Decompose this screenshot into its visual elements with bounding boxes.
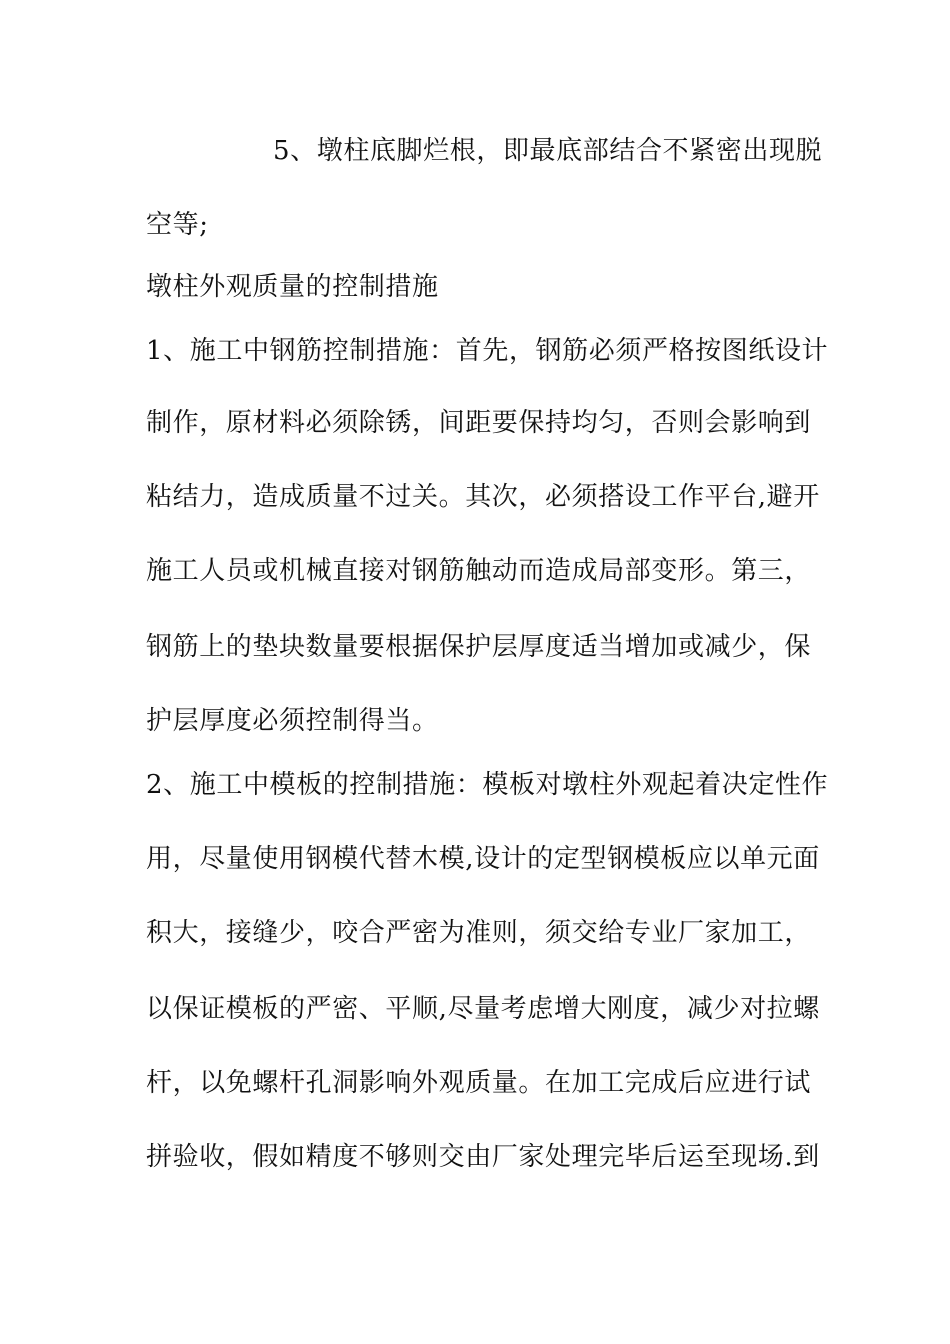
text-line-formwork-3: 积大，接缝少，咬合严密为准则，须交给专业厂家加工，	[146, 918, 812, 948]
text-line-formwork-5: 杆，以免螺杆孔洞影响外观质量。在加工完成后应进行试	[146, 1068, 812, 1098]
text-line-formwork-2: 用，尽量使用钢模代替木模,设计的定型钢模板应以单元面	[146, 844, 820, 874]
text-line-rebar-5: 钢筋上的垫块数量要根据保护层厚度适当增加或减少，保	[146, 632, 812, 662]
text-line-rebar-3: 粘结力，造成质量不过关。其次，必须搭设工作平台,避开	[146, 482, 820, 512]
text-line-rebar-6: 护层厚度必须控制得当。	[146, 706, 439, 736]
text-line-formwork-1: 2、施工中模板的控制措施：模板对墩柱外观起着决定性作	[146, 770, 829, 800]
text-line-rebar-2: 制作，原材料必须除锈，间距要保持均匀，否则会影响到	[146, 408, 812, 438]
text-line-formwork-4: 以保证模板的严密、平顺,尽量考虑增大刚度，减少对拉螺	[146, 994, 820, 1024]
text-line-rebar-4: 施工人员或机械直接对钢筋触动而造成局部变形。第三，	[146, 556, 812, 586]
text-line-rebar-1: 1、施工中钢筋控制措施：首先，钢筋必须严格按图纸设计	[146, 336, 829, 366]
text-line-formwork-6: 拼验收，假如精度不够则交由厂家处理完毕后运至现场.到	[146, 1142, 820, 1172]
text-line-item-5-cont: 空等;	[146, 210, 209, 240]
text-line-item-5: 5、墩柱底脚烂根，即最底部结合不紧密出现脱	[273, 136, 823, 166]
section-heading: 墩柱外观质量的控制措施	[146, 272, 439, 302]
